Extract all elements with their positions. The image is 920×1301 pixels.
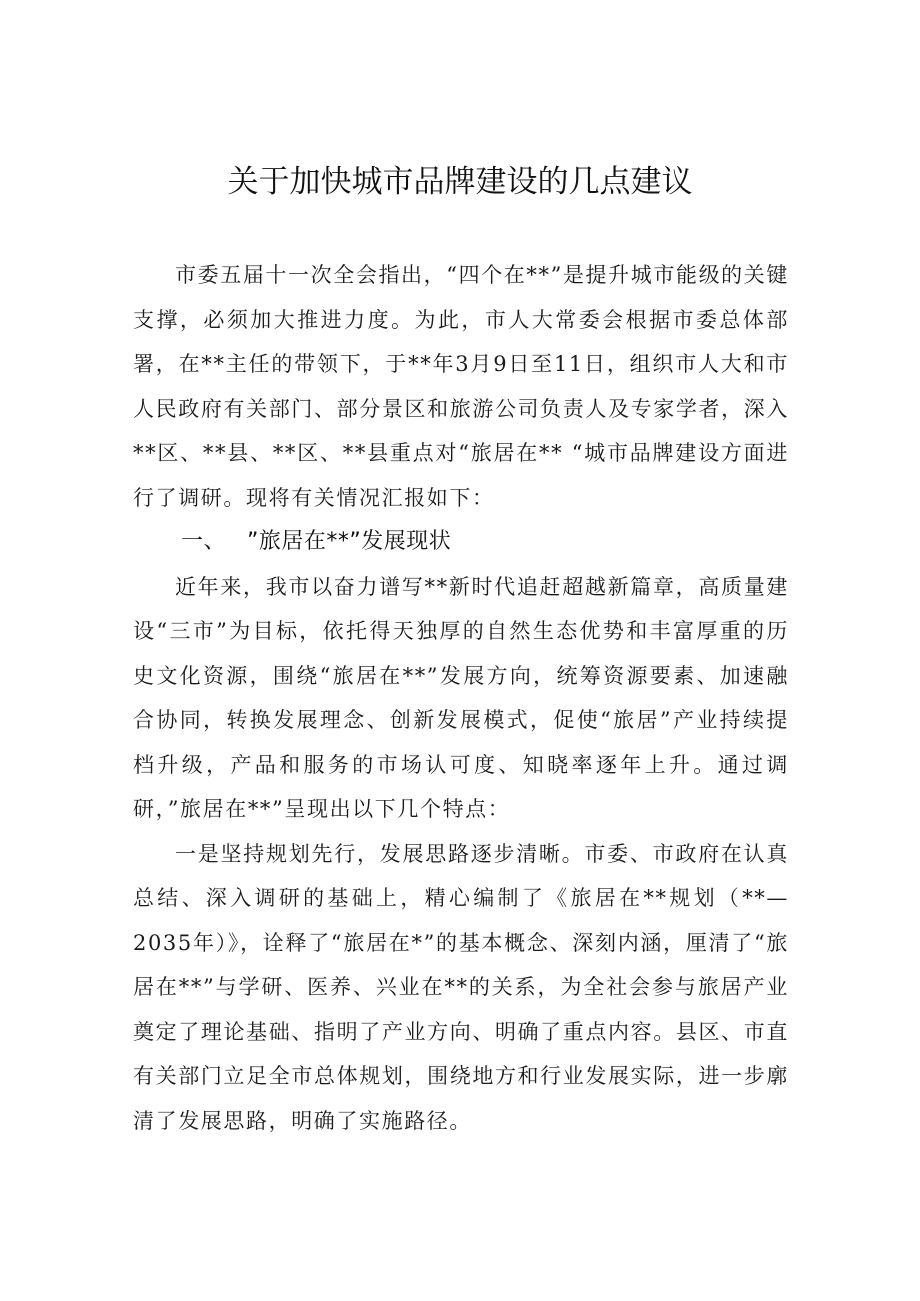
- document-body: [133, 253, 789, 1143]
- section-paragraph: 近年来，我市以奋力谱写**新时代追赶超越新篇章，高质量建设“三市”为目标，依托得天独厚的自然生态优势和丰富厚重的历史文化资源，围绕“旅居在**”发展方向，统筹资源要素、加速融合协同，转换发展理念、创新发展模式，促使“旅居”产业持续提档升级，产品和服务的市场认可度、知晓率逐年上升。通过调研，”旅居在**”呈现出以下几个特点：: [133, 574, 789, 821]
- section-heading-text: ”旅居在**”发展现状: [247, 529, 452, 554]
- section-number: 一、: [181, 529, 216, 554]
- intro-paragraph: 市委五届十一次全会指出，“四个在**”是提升城市能级的关键支撑，必须加大推进力度。为此，市人大常委会根据市委总体部署，在**主任的带领下，于**年3月9日至11日，组织市人大和市人民政府有关部门、部分景区和旅游公司负责人及专家学者，深入**区、**县、**区、**县重点对“旅居在** “城市品牌建设方面进行了调研。现将有关情况汇报如下：: [133, 263, 789, 510]
- section-paragraph: 一是坚持规划先行，发展思路逐步清晰。市委、市政府在认真总结、深入调研的基础上，精心编制了《旅居在**规划（**—2035年）》，诠释了“旅居在*”的基本概念、深刻内涵，厘清了“旅居在**”与学研、医养、兴业在**的关系，为全社会参与旅居产业奠定了理论基础、指明了产业方向、明确了重点内容。县区、市直有关部门立足全市总体规划，围绕地方和行业发展实际，进一步廓清了发展思路，明确了实施路径。: [133, 841, 789, 1133]
- section-heading: [133, 520, 789, 565]
- document-title: 关于加快城市品牌建设的几点建议: [227, 164, 693, 200]
